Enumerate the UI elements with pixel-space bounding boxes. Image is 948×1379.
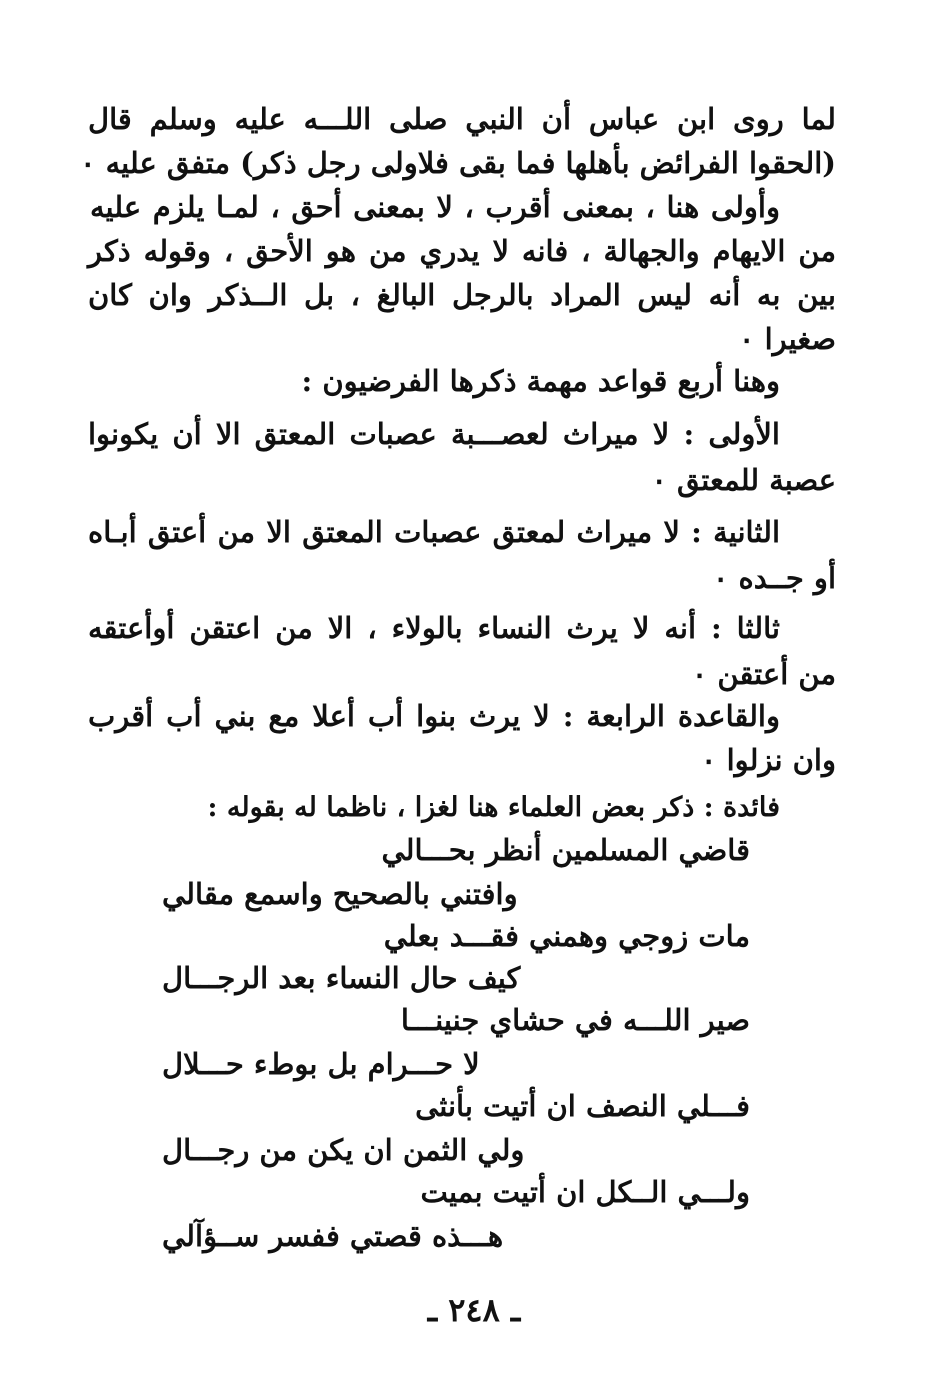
rule3-line2: من أعتقن ٠ xyxy=(691,657,836,691)
poem-verse-5-first: ولـــي الــكل ان أتيت بميت xyxy=(420,1175,750,1209)
benefit-line: فائدة : ذكر بعض العلماء هنا لغزا ، ناظما له بقوله : xyxy=(207,792,780,823)
poem-verse-1-first: قاضي المسلمين أنظر بحـــالي xyxy=(381,833,750,867)
rule3-line1: ثالثا : أنه لا يرث النساء بالولاء ، الا من اعتقن أوأعتقه xyxy=(88,611,780,645)
rule4-line2: وان نزلوا ٠ xyxy=(700,743,836,777)
rule4-line1: والقاعدة الرابعة : لا يرث بنوا أب أعلا مع بني أب أقرب xyxy=(88,699,780,733)
poem-verse-4-first: فـــلي النصف ان أتيت بأنثى xyxy=(415,1089,750,1123)
poem-verse-2-first: مات زوجي وهمني فقـــد بعلي xyxy=(383,919,750,953)
para1-line1: لما روى ابن عباس أن النبي صلى اللـــه عليه وسلم قال xyxy=(88,102,836,136)
poem-verse-4-second: ولي الثمن ان يكن من رجـــال xyxy=(162,1133,525,1167)
poem-verse-3-second: لا حـــرام بل بوطء حـــلال xyxy=(162,1047,480,1081)
poem-verse-5-second: هـــذه قصتي ففسر ســؤآلي xyxy=(162,1219,504,1253)
para2-line1: وأولى هنا ، بمعنى أقرب ، لا بمعنى أحق ، لمـا يلزم عليه xyxy=(90,190,780,224)
rule1-line1: الأولى : لا ميراث لعصـــبة عصبات المعتق الا أن يكونوا xyxy=(88,417,780,451)
intro-line: وهنا أربع قواعد مهمة ذكرها الفرضيون : xyxy=(301,364,780,398)
poem-verse-2-second: كيف حال النساء بعد الرجـــال xyxy=(162,961,521,995)
rule2-line1: الثانية : لا ميراث لمعتق عصبات المعتق الا من أعتق أبـاه xyxy=(88,515,780,549)
para2-line2: من الايهام والجهالة ، فانه لا يدري من هو الأحق ، وقوله ذكر xyxy=(88,234,836,268)
rule1-line2: عصبة للمعتق ٠ xyxy=(651,463,836,497)
para2-line4: صغيرا ٠ xyxy=(738,322,836,356)
poem-verse-1-second: وافتني بالصحيح واسمع مقالي xyxy=(162,877,518,911)
rule2-line2: أو جــده ٠ xyxy=(712,561,836,595)
para2-line3: بين به أنه ليس المراد بالرجل البالغ ، بل الــذكر وان كان xyxy=(88,278,836,312)
para1-line2: (الحقوا الفرائض بأهلها فما بقى فلاولى رجل ذكر) متفق عليه ٠ xyxy=(79,146,836,180)
page-number: ـ ٢٤٨ ـ xyxy=(427,1291,521,1329)
poem-verse-3-first: صير اللـــه في حشاي جنينـــا xyxy=(400,1003,750,1037)
